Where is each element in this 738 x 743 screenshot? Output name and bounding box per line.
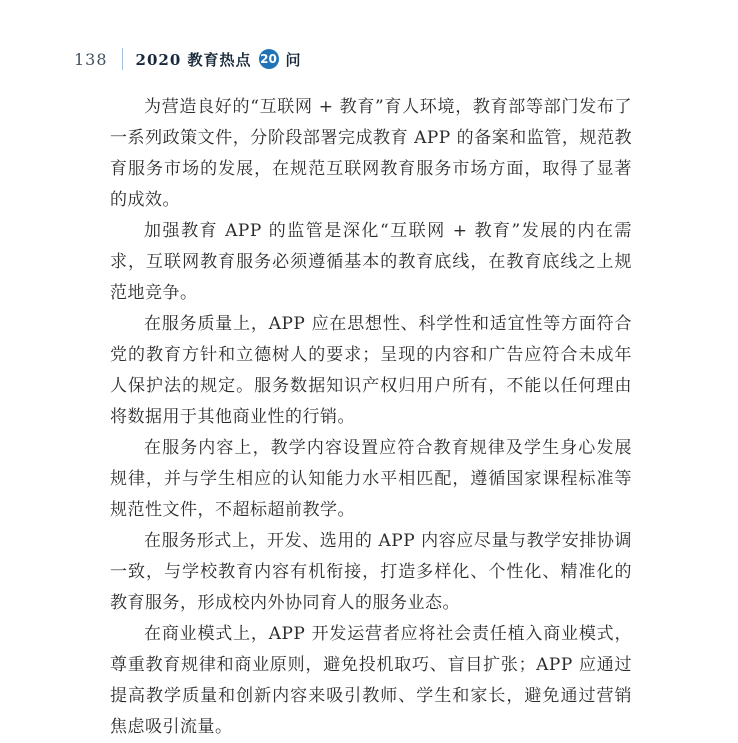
badge-20-icon: 20: [259, 49, 279, 69]
page-number: 138: [74, 49, 108, 69]
paragraph-service-form: 在服务形式上，开发、选用的 APP 内容应尽量与教学安排协调一致，与学校教育内容有机衔接，打造多样化、个性化、精准化的教育服务，形成校内外协同育人的服务业态。: [110, 531, 632, 613]
paragraph-service-content: 在服务内容上，教学内容设置应符合教育规律及学生身心发展规律，并与学生相应的认知能力水平相匹配，遵循国家课程标准等规范性文件，不超标超前教学。: [110, 438, 632, 520]
paragraph-service-quality: 在服务质量上，APP 应在思想性、科学性和适宜性等方面符合党的教育方针和立德树人的要求；呈现的内容和广告应符合未成年人保护法的规定。服务数据知识产权归用户所有，不能以任何理由将数据用于其他商业性的行销。: [110, 314, 632, 427]
paragraph-supervision: 加强教育 APP 的监管是深化“互联网 + 教育”发展的内在需求，互联网教育服务必须遵循基本的教育底线，在教育底线之上规范地竞争。: [110, 221, 632, 303]
book-title: [136, 49, 302, 70]
book-title-suffix: 问: [285, 50, 302, 69]
page-header: [74, 48, 302, 70]
page-content: [110, 92, 632, 743]
header-divider: [122, 48, 123, 70]
paragraph-intro: 为营造良好的“互联网 + 教育”育人环境，教育部等部门发布了一系列政策文件，分阶段部署完成教育 APP 的备案和监管，规范教育服务市场的发展，在规范互联网教育服务市场方面，取得了显著的成效。: [110, 97, 632, 210]
book-title-prefix: 2020 教育热点: [135, 50, 252, 69]
paragraph-business-model: 在商业模式上，APP 开发运营者应将社会责任植入商业模式，尊重教育规律和商业原则，避免投机取巧、盲目扩张；APP 应通过提高教学质量和创新内容来吸引教师、学生和家长，避免通过营销焦虑吸引流量。: [110, 624, 632, 737]
